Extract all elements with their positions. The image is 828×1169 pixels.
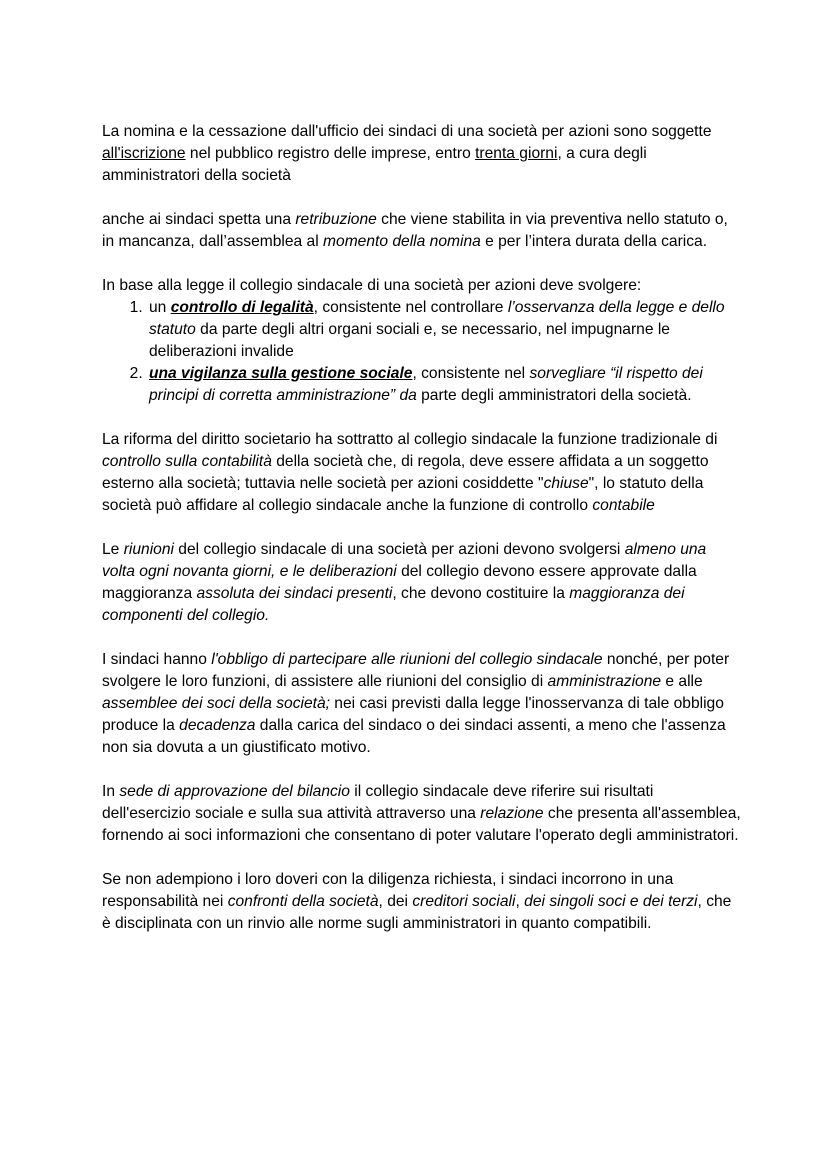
italic-text: l'obbligo di partecipare alle riunioni del collegio sindacale bbox=[211, 651, 603, 668]
paragraph-nomina: La nomina e la cessazione dall'ufficio dei sindaci di una società per azioni sono soggette all'iscrizione nel pubblico registro delle imprese, entro trenta giorni, a cura degli amministratori della società bbox=[102, 123, 716, 184]
list-item: 2. una vigilanza sulla gestione sociale, consistente nel sorvegliare “il rispetto dei principi di corretta amministrazione” da parte degli amministratori della società. bbox=[147, 363, 742, 407]
paragraph-retribuzione: anche ai sindaci spetta una retribuzione che viene stabilita in via preventiva nello statuto o, in mancanza, dall’assemblea al momento della nomina e per l’intera durata della carica. bbox=[102, 211, 733, 250]
italic-text: retribuzione bbox=[295, 211, 377, 228]
paragraph-riforma: La riforma del diritto societario ha sottratto al collegio sindacale la funzione tradizionale di controllo sulla contabilità della società che, di regola, deve essere affidata a un soggetto esterno alla società; tuttavia nelle società per azioni cosiddette "chiuse", lo statuto della società può affidare al collegio sindacale anche la funzione di controllo contabile bbox=[102, 431, 722, 514]
list-item: 1. un controllo di legalità, consistente nel controllare l’osservanza della legge e dello statuto da parte degli altri organi sociali e, se necessario, nel impugnarne le deliberazioni invalide bbox=[147, 297, 742, 363]
italic-text: momento della nomina bbox=[323, 233, 481, 250]
italic-text: assemblee dei soci della società; bbox=[102, 695, 330, 712]
italic-text: controllo sulla contabilità bbox=[102, 453, 272, 470]
document-page bbox=[102, 121, 746, 957]
italic-text: dei singoli soci e dei terzi bbox=[524, 893, 698, 910]
paragraph-riunioni: Le riunioni del collegio sindacale di una società per azioni devono svolgersi almeno una volta ogni novanta giorni, e le deliberazioni del collegio devono essere approvate dalla maggioranza assoluta dei sindaci presenti, che devono costituire la maggioranza dei componenti del collegio. bbox=[102, 541, 707, 624]
paragraph-compiti-intro: In base alla legge il collegio sindacale di una società per azioni deve svolgere: bbox=[102, 277, 642, 294]
duties-list bbox=[102, 297, 742, 407]
italic-text: decadenza bbox=[179, 717, 256, 734]
italic-text: assoluta dei sindaci presenti bbox=[196, 585, 393, 602]
italic-text: creditori sociali bbox=[412, 893, 516, 910]
bold-underlined-text: controllo di legalità bbox=[170, 299, 314, 316]
underlined-text: trenta giorni bbox=[475, 145, 558, 162]
italic-text: amministrazione bbox=[547, 673, 662, 690]
italic-text: l’osservanza della legge e dello statuto bbox=[149, 299, 725, 338]
italic-text: maggioranza dei componenti del collegio. bbox=[102, 585, 685, 624]
italic-text: chiuse bbox=[543, 475, 589, 492]
italic-text: sede di approvazione del bilancio bbox=[119, 783, 350, 800]
italic-text: relazione bbox=[480, 805, 544, 822]
italic-text: confronti della società bbox=[227, 893, 379, 910]
paragraph-obblighi: I sindaci hanno l'obbligo di partecipare alle riunioni del collegio sindacale nonché, per poter svolgere le loro funzioni, di assistere alle riunioni del consiglio di amministrazione e alle assemblee dei soci della società; nei casi previsti dalla legge l'inosservanza di tale obbligo produce la decadenza dalla carica del sindaco o dei sindaci assenti, a meno che l'assenza non sia dovuta a un giustificato motivo. bbox=[102, 651, 734, 756]
italic-text: riunioni bbox=[123, 541, 174, 558]
paragraph-bilancio: In sede di approvazione del bilancio il collegio sindacale deve riferire sui risultati dell'esercizio sociale e sulla sua attività attraverso una relazione che presenta all'assemblea, fornendo ai soci informazioni che consentano di poter valutare l'operato degli amministratori. bbox=[102, 783, 746, 844]
underlined-text: all'iscrizione bbox=[102, 145, 186, 162]
paragraph-responsabilita: Se non adempiono i loro doveri con la diligenza richiesta, i sindaci incorrono in una responsabilità nei confronti della società, dei creditori sociali, dei singoli soci e dei terzi, che è disciplinata con un rinvio alle norme sugli amministratori in quanto compatibili. bbox=[102, 871, 736, 932]
italic-text: contabile bbox=[592, 497, 655, 514]
italic-text: almeno una volta ogni novanta giorni, e le deliberazioni bbox=[102, 541, 707, 580]
italic-text: sorvegliare “il rispetto dei principi di corretta amministrazione” da bbox=[149, 365, 703, 404]
bold-underlined-text: una vigilanza sulla gestione sociale bbox=[149, 365, 413, 382]
